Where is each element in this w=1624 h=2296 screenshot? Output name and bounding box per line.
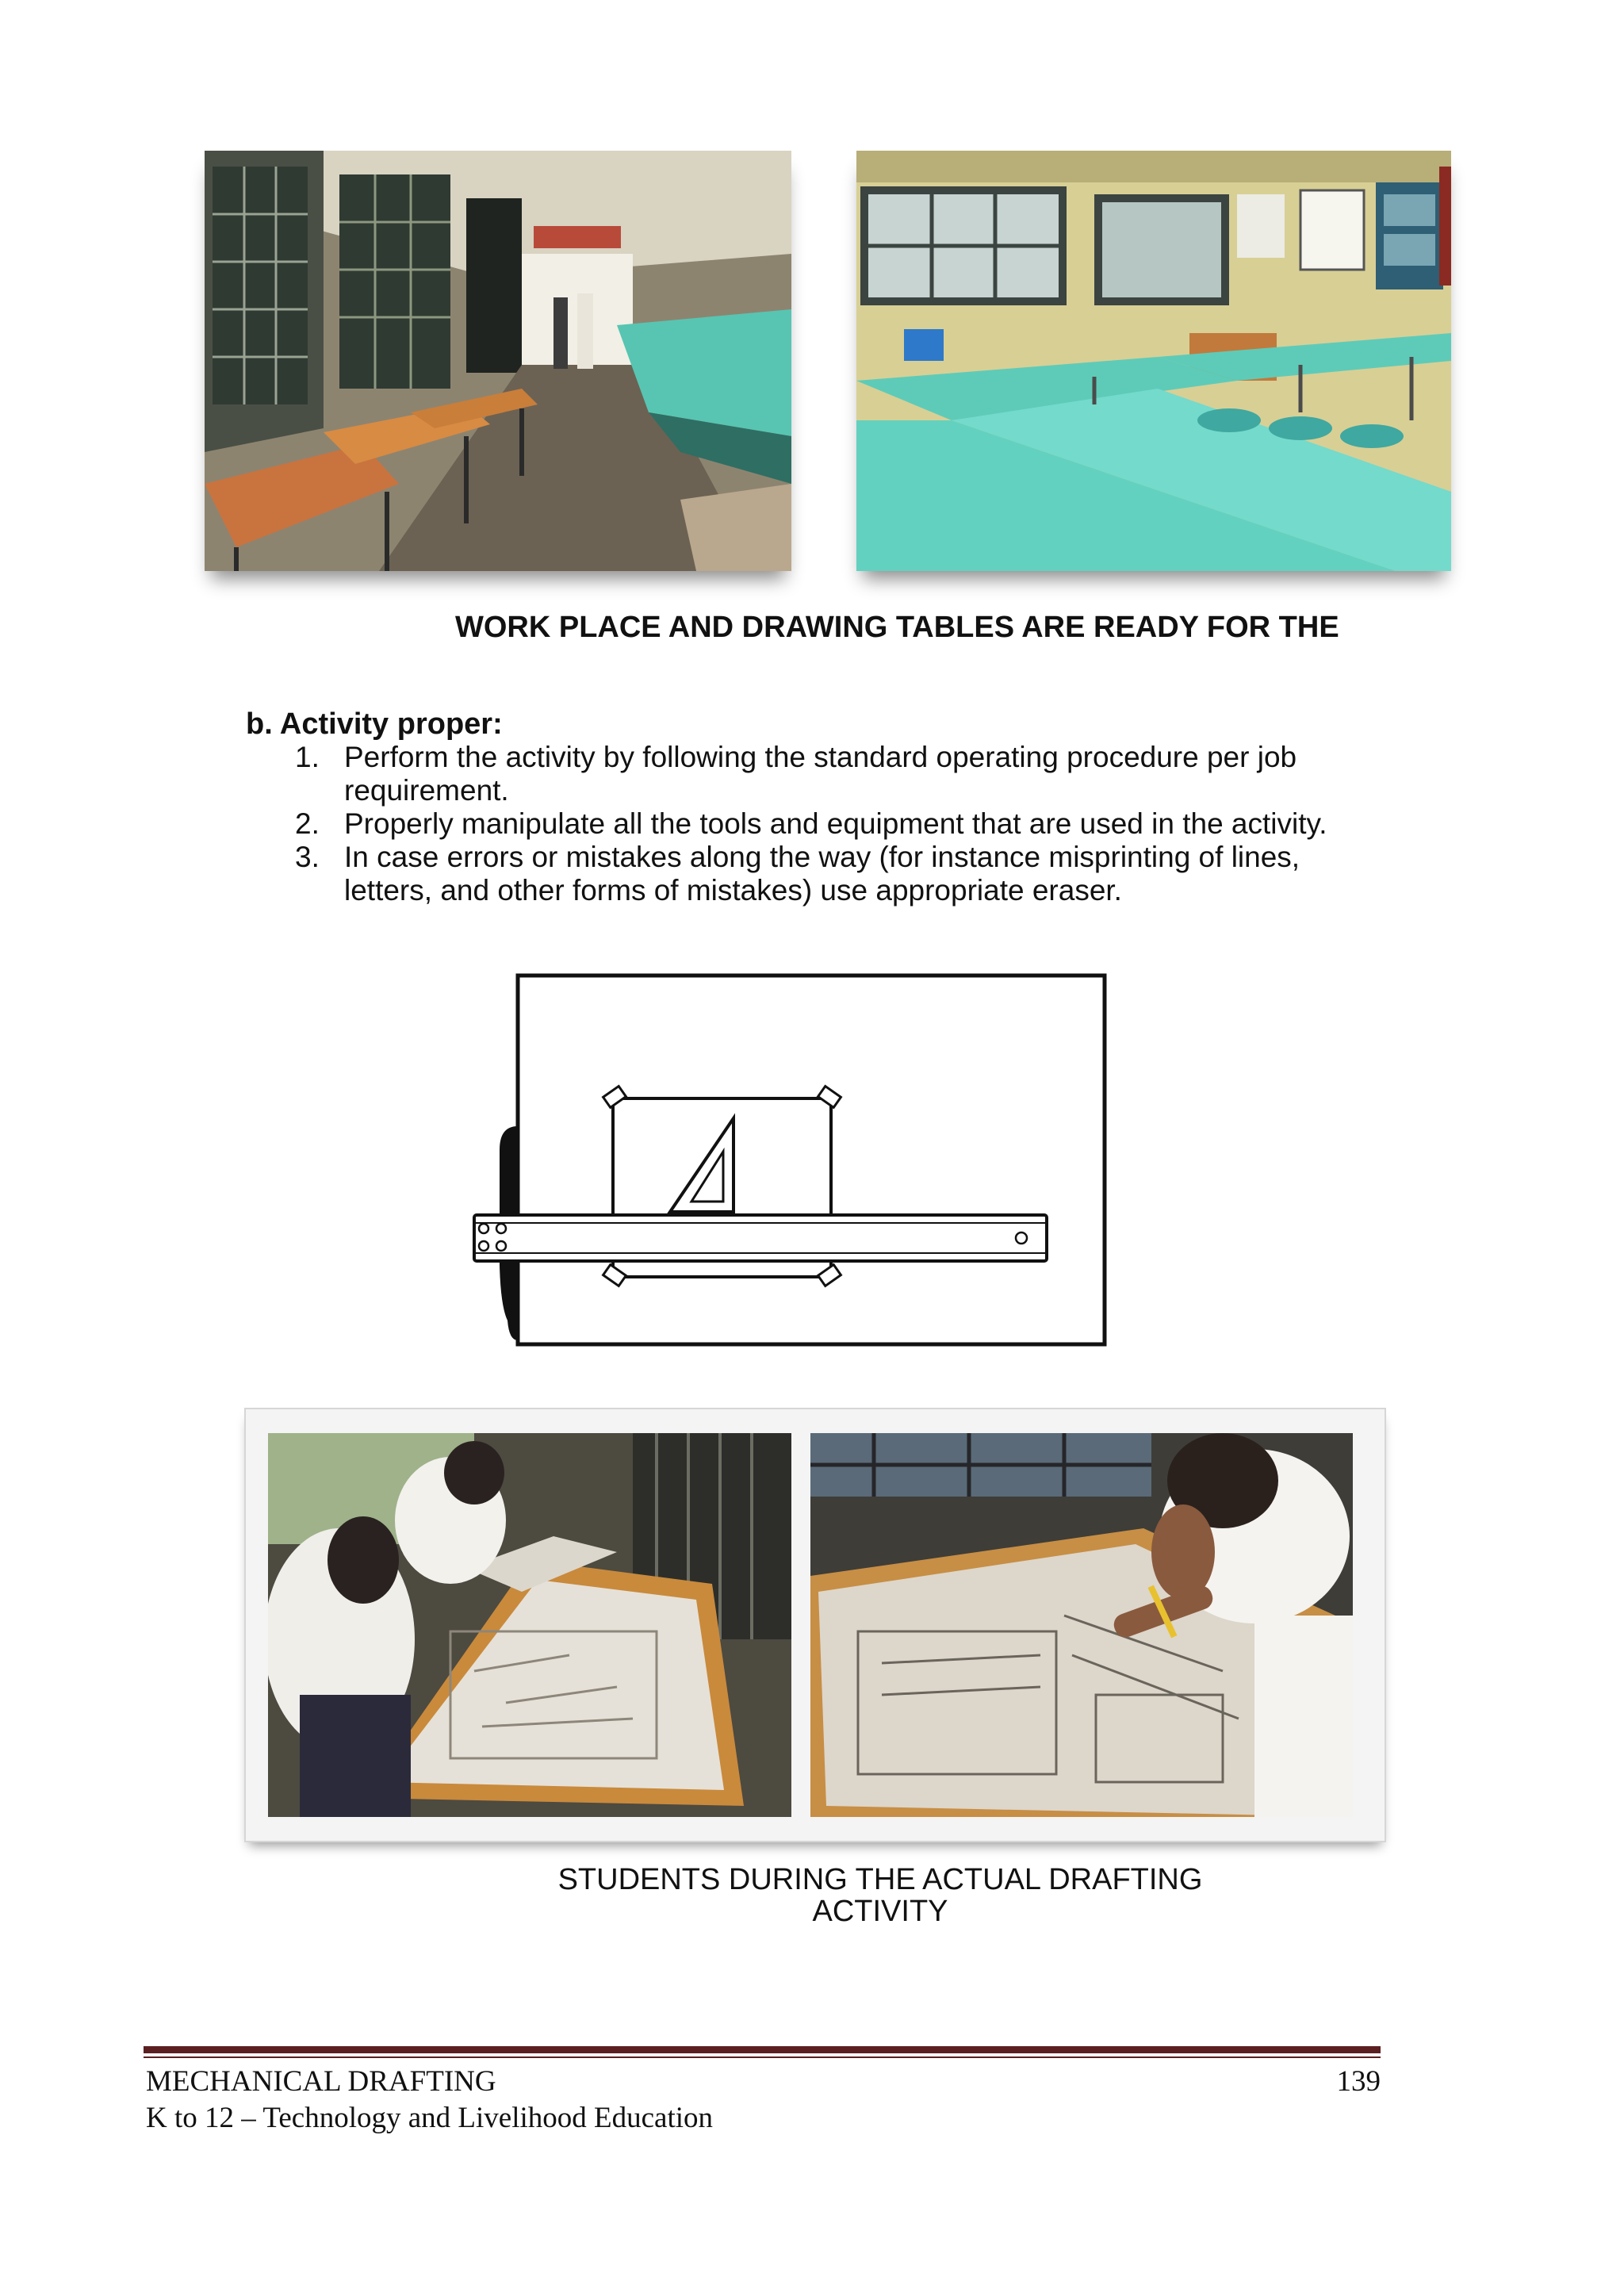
footer-divider <box>144 2046 1381 2053</box>
students-drafting-photo <box>268 1433 791 1817</box>
list-item <box>295 841 1381 907</box>
footer-divider-thin <box>144 2056 1381 2058</box>
footer-subject: MECHANICAL DRAFTING <box>146 2065 496 2098</box>
step-text: Perform the activity by following the standard operating procedure per job requirement. <box>344 741 1297 807</box>
top-figure-caption: WORK PLACE AND DRAWING TABLES ARE READY FOR THE <box>455 611 1339 644</box>
activity-steps-list <box>295 741 1381 907</box>
step-number: 3. <box>295 841 320 873</box>
step-text: Properly manipulate all the tools and equipment that are used in the activity. <box>344 807 1327 840</box>
students-photo-frame <box>244 1408 1386 1842</box>
footer-course-info <box>146 2064 713 2137</box>
list-item <box>295 807 1381 841</box>
activity-proper-heading: b. Activity proper: <box>246 707 503 741</box>
list-item <box>295 741 1381 807</box>
bottom-figure-caption <box>396 1864 1364 1926</box>
drawing-board-with-t-square-diagram <box>468 968 1110 1348</box>
classroom-drafting-tables-photo <box>856 151 1451 571</box>
caption-line: ACTIVITY <box>812 1895 948 1926</box>
footer-curriculum: K to 12 – Technology and Livelihood Education <box>146 2102 714 2134</box>
student-drafting-closeup-photo <box>810 1433 1353 1817</box>
page-number: 139 <box>1336 2065 1381 2098</box>
hallway-drafting-tables-photo <box>205 151 791 571</box>
step-number: 1. <box>295 741 320 773</box>
caption-line: STUDENTS DURING THE ACTUAL DRAFTING <box>557 1864 1203 1896</box>
t-square-blade <box>474 1215 1047 1261</box>
step-text: In case errors or mistakes along the way (for instance misprinting of lines, letters, and other forms of mistakes) use appropriate eraser. <box>344 841 1300 907</box>
step-number: 2. <box>295 807 320 840</box>
